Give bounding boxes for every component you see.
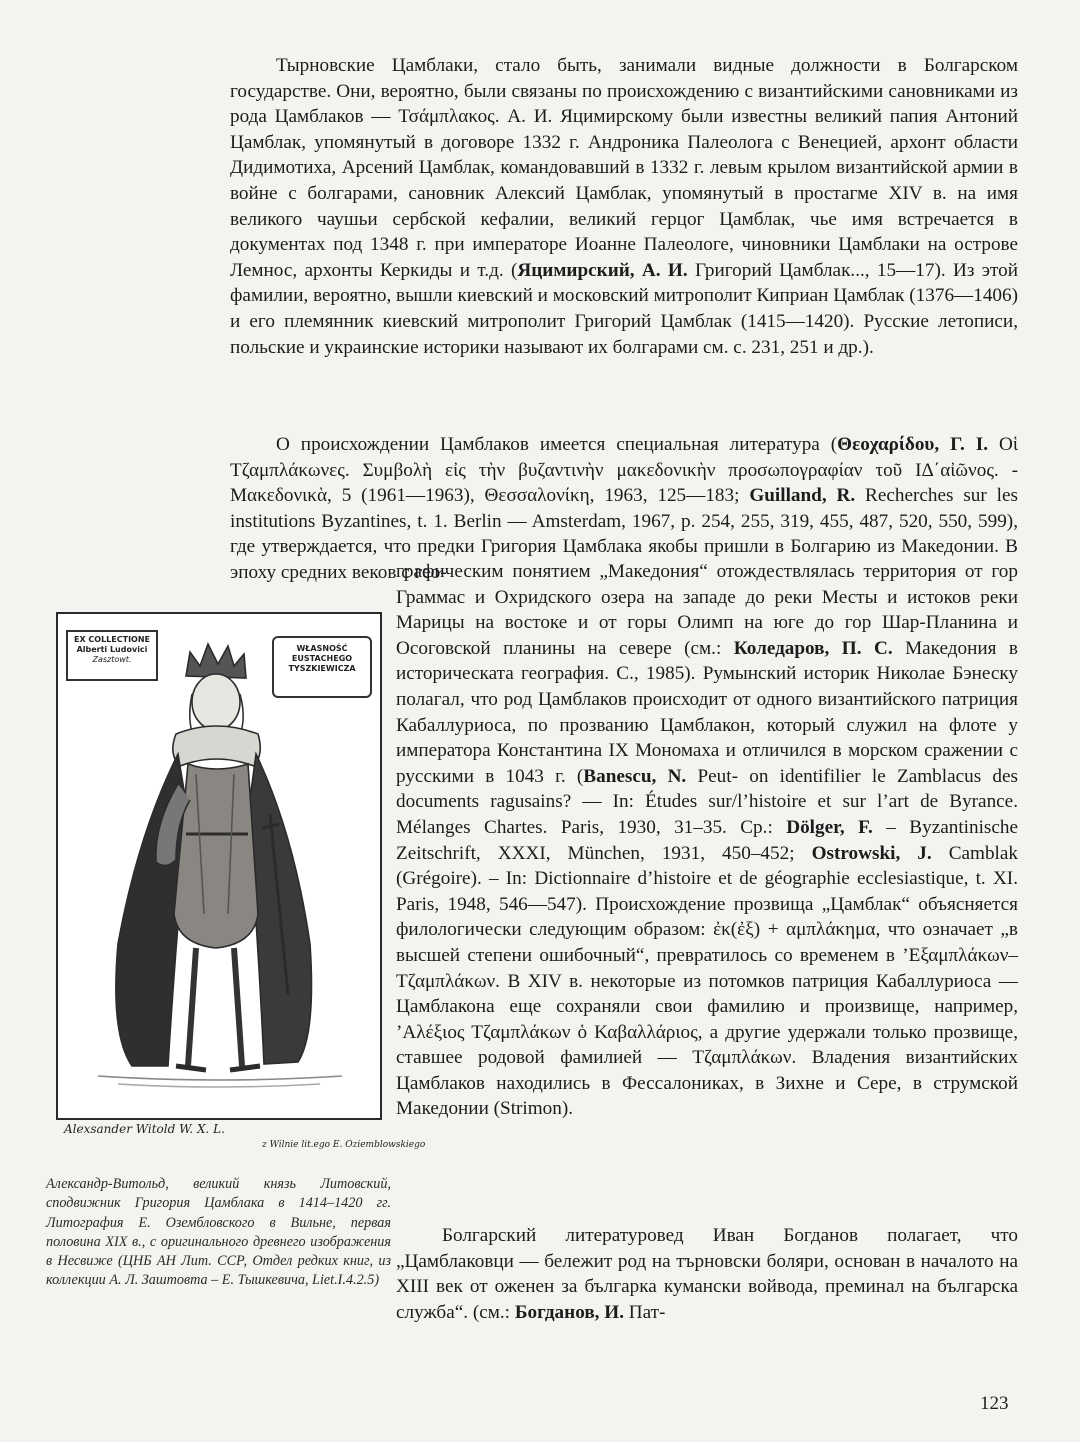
lithograph-imprint: z Wilnie lit.ego E. Oziemblowskiego	[262, 1140, 426, 1150]
citation-author: Guilland, R.	[749, 485, 856, 507]
page-number: 123	[980, 1393, 1009, 1414]
citation-author: Коледаров, П. С.	[733, 637, 893, 659]
paragraph-4: Болгарский литературовед Иван Богданов полагает, что „Цамблаковци — бележит род на търновски боляри, основан в началото на XIII век от оженен за българка кумански войвода, преминал на българска служба“. (см.: Богданов, И. Пат-	[396, 1225, 1018, 1323]
citation-author: Богданов, И.	[514, 1301, 624, 1323]
collection-stamp-right: WŁASNOŚĆ EUSTACHEGO TYSZKIEWICZA	[272, 636, 372, 698]
citation-author: Яцимирский, А. И.	[517, 259, 688, 281]
paragraph-3: графическим понятием „Македония“ отождествлялась территория от гор Граммас и Охридского озера на западе до реки Месты и истоков реки Марицы на востоке и от горы Олимп на юге до гор Шар-Планина и Осоговской планины на севере (см.: Коледаров, П. С. Македония в историческата география. С., 1985). Румынский историк Николае Бэнеску полагал, что род Цамблаков происходит от одного византийского патриция Кабаллуриоса, по прозванию Цамблакон, который служил на флоте у императора Константина IX Мономаха и отличился в морском сражении с русскими в 1043 г. (Banescu, N. Peut- on identifilier le Zamblacus des documents ragusains? — In: Études sur/l’histoire et sur l’art de Byrance. Mélanges Chartes. Paris, 1930, 31–35. Ср.: Dölger, F. – Byzantinische Zeitschrift, XXXI, München, 1931, 450–452; Ostrowski, J. Camblak (Grégoire). – In: Dictionnaire d’histoire et de géographie ecclesiastique, t. XI. Paris, 1948, 546—547). Происхождение прозвища „Цамблак“ объясняется филологически следующим образом: ἐκ(ἐξ) + αμπλάκημα, что означает „в высшей степени ошибочный“, превратилось со временем в ’Εξαμπλάκων–Τζαμπλάκων. В XIV в. некоторые из потомков патриция Кабаллуриоса — Цамблакона еще сохраняли свои фамилию и произвище, например, ’Αλέξιος Τζαμπλάκων ὁ Καβαλλάριος, а другие удержали только прозвище, ставшее родовой фамилией — Τζαμπλάκων. Владения византийских Цамблаков находились в Фессалониках, в Зихне и Сере, в струмской Македонии (Strimon).	[396, 561, 1019, 1120]
figure-caption: Александр-Витольд, великий князь Литовский, сподвижник Григория Цамблака в 1414–1420 гг. Литография Е. Оземблoвского в Вильне, первая половина XIX в., с оригинального древнего изображения в Несвиже (ЦНБ АН Лит. ССР, Отдел редких книг, из коллекции А. Л. Заштовта – Е. Тышкевича, Liet.I.4.2.5)	[46, 1176, 391, 1289]
lithograph-signature: Alexsander Witold W. X. L.	[64, 1122, 225, 1136]
lithograph-portrait	[56, 612, 382, 1120]
paragraph-1: Тырновские Цамблаки, стало быть, занимали видные должности в Болгарском государстве. Они, вероятно, были связаны по происхождению с византийскими сановниками из рода Цамблаков — Τσάμπλακος. А. И. Яцимирскому были известны великий папия Антоний Цамблак, упомянутый в договоре 1332 г. Андроника Палеолога с Венецией, архонт области Дидимотиха, Арсений Цамблак, командовавший в 1332 г. левым крылом византийской армии в войне с болгарами, сановник Алексий Цамблак, упомянутый в простагме XIV в. на имя великого чаушьи сербской кефалии, великий герцог Цамблак, чье имя встречается в документах под 1348 г. при императоре Иоанне Палеологе, чиновники Цамблаки на острове Лемнос, архонты Керкиды и т.д. (Яцимирский, А. И. Григорий Цамблак..., 15—17). Из этой фамилии, вероятно, вышли киевский и московский митрополит Киприан Цамблак (1376—1406) и его племянник киевский митрополит Григорий Цамблак (1415—1420). Русские летописи, польские и украинские историки называют их болгарами см. с. 231, 251 и др.).	[230, 55, 1018, 358]
collection-stamp-left: EX COLLECTIONE Alberti Ludovici Zasztowt.	[66, 630, 158, 681]
paragraph-2: О происхождении Цамблаков имеется специальная литература (Θεοχαρίδου, Γ. Ι. Οἱ Τζαμπλάκωνες. Συμβολὴ εἰς τὴν βυζαντινὴν μακεδονικὴν προσωπογραφίαν τοῦ ΙΔ΄αἰῶνος. - Μακεδονικὰ, 5 (1961—1963), Θεσσαλονίκη, 1963, 125—183; Guilland, R. Recherches sur les institutions Byzantines, t. 1. Berlin — Amsterdam, 1967, p. 254, 255, 319, 455, 487, 520, 550, 599), где утверждается, что предки Григория Цамблака якобы пришли в Болгарию из Македонии. В эпоху средних веков с гео-	[230, 434, 1018, 583]
citation-author: Dölger, F.	[786, 816, 873, 838]
citation-author: Banescu, N.	[583, 765, 687, 787]
citation-author: Ostrowski, J.	[811, 842, 932, 864]
citation-author: Θεοχαρίδου, Γ. Ι.	[837, 434, 989, 455]
